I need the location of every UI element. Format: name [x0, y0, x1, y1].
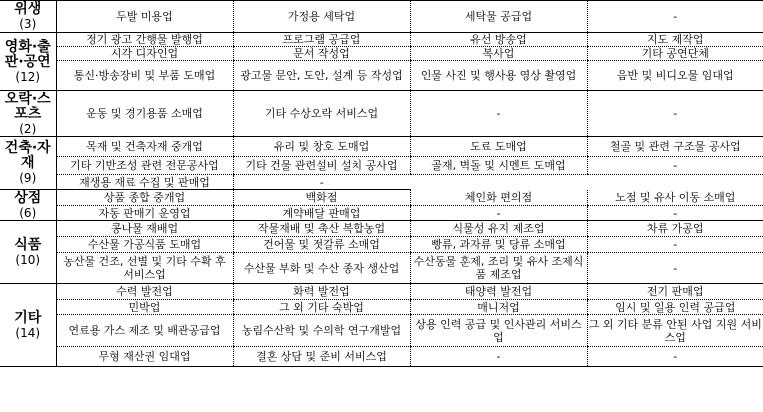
industry-cell: 세탁물 공급업 — [410, 1, 587, 33]
industry-cell: 시각 디자인업 — [56, 47, 233, 61]
industry-cell: 화력 발전업 — [233, 284, 410, 300]
industry-cell: 체인화 편의점 — [410, 190, 587, 206]
industry-cell: 차류 가공업 — [587, 221, 763, 237]
industry-cell: 그 외 기타 분류 안된 사업 지원 서비스업 — [587, 315, 763, 347]
category-cell — [0, 33, 56, 91]
table-row — [0, 206, 763, 221]
industry-cell: 그 외 기타 숙박업 — [233, 300, 410, 315]
industry-cell: 무형 재산권 임대업 — [56, 347, 233, 367]
category-name: 위생 — [14, 1, 42, 17]
category-cell — [0, 137, 56, 190]
category-cell — [0, 1, 56, 33]
industry-cell: 상품 종합 중개업 — [56, 190, 233, 206]
table-row — [0, 300, 763, 315]
table-row — [0, 190, 763, 206]
industry-cell: 태양력 발전업 — [410, 284, 587, 300]
category-cell — [0, 91, 56, 137]
industry-cell: 두발 미용업 — [56, 1, 233, 33]
industry-cell: 문서 작성업 — [233, 47, 410, 61]
industry-cell: 수산동물 훈제, 조리 및 유사 조제식품 제조업 — [410, 253, 587, 284]
industry-cell: 음반 및 비디오물 임대업 — [587, 61, 763, 91]
industry-cell: 상용 인력 공급 및 인사관리 서비스업 — [410, 315, 587, 347]
industry-cell: 콩나물 재배업 — [56, 221, 233, 237]
industry-cell: 기타 공연단체 — [587, 47, 763, 61]
industry-cell: 임시 및 일용 인력 공급업 — [587, 300, 763, 315]
industry-cell: 전기 판매업 — [587, 284, 763, 300]
industry-cell: 매니저업 — [410, 300, 587, 315]
industry-cell: 계약배달 판매업 — [233, 206, 410, 221]
industry-cell: 농림수산학 및 수의학 연구개발업 — [233, 315, 410, 347]
table-row — [0, 1, 763, 33]
table-row — [0, 91, 763, 137]
industry-cell: 작물재배 및 축산 복합농업 — [233, 221, 410, 237]
industry-cell: 광고물 문안, 도안, 설계 등 작성업 — [233, 61, 410, 91]
industry-cell: - — [587, 157, 763, 175]
category-count: (12) — [15, 69, 41, 84]
industry-cell: - — [587, 206, 763, 221]
category-count: (14) — [15, 325, 41, 340]
industry-cell: - — [587, 91, 763, 137]
industry-cell: 건어물 및 젓갈류 소매업 — [233, 237, 410, 253]
category-count: (9) — [19, 171, 37, 185]
table-row — [0, 33, 763, 47]
industry-cell: 민박업 — [56, 300, 233, 315]
category-cell — [0, 284, 56, 367]
industry-cell: 운동 및 경기용품 소매업 — [56, 91, 233, 137]
industry-cell: 유선 방송업 — [410, 33, 587, 47]
industry-cell: 백화점 — [233, 190, 410, 206]
industry-cell: 복사업 — [410, 47, 587, 61]
industry-cell: 기타 건물 관련설비 설치 공사업 — [233, 157, 410, 175]
industry-cell: 유리 및 창호 도매업 — [233, 137, 410, 157]
industry-cell: 인물 사진 및 행사용 영상 촬영업 — [410, 61, 587, 91]
industry-cell: 기타 기반조성 관련 전문공사업 — [56, 157, 233, 175]
industry-cell: 농산물 건조, 선별 및 기타 수확 후 서비스업 — [56, 253, 233, 284]
table-row — [0, 137, 763, 157]
industry-cell: 철골 및 관련 구조물 공사업 — [587, 137, 763, 157]
category-count: (6) — [19, 205, 37, 220]
industry-cell: 빵류, 과자류 및 당류 소매업 — [410, 237, 587, 253]
industry-cell: 결혼 상담 및 준비 서비스업 — [233, 347, 410, 367]
category-name: 건축·자재 — [4, 140, 51, 171]
table-row — [0, 221, 763, 237]
category-count: (3) — [19, 17, 37, 31]
industry-cell: 프로그램 공급업 — [233, 33, 410, 47]
industry-cell: 식물성 유지 제조업 — [410, 221, 587, 237]
industry-cell: 수력 발전업 — [56, 284, 233, 300]
category-name: 영화·출판·공연 — [4, 38, 51, 70]
industry-cell: 통신·방송장비 및 부품 도매업 — [56, 61, 233, 91]
table-row — [0, 347, 763, 367]
category-name: 식품 — [14, 236, 42, 253]
industry-cell: - — [410, 91, 587, 137]
table-row — [0, 61, 763, 91]
table-row — [0, 253, 763, 284]
industry-cell: 지도 제작업 — [587, 33, 763, 47]
table-row — [0, 175, 763, 190]
category-name: 상점 — [14, 189, 42, 206]
industry-cell: 정기 광고 간행물 발행업 — [56, 33, 233, 47]
industry-cell: - — [410, 206, 587, 221]
industry-cell: - — [587, 1, 763, 33]
category-name: 오락·스포츠 — [4, 90, 51, 122]
industry-cell: - — [410, 347, 587, 367]
category-name: 기타 — [14, 309, 42, 326]
industry-cell: 자동 판매기 운영업 — [56, 206, 233, 221]
industry-cell: 가정용 세탁업 — [233, 1, 410, 33]
industry-cell: 기타 수상오락 서비스업 — [233, 91, 410, 137]
industry-cell: - — [587, 253, 763, 284]
category-cell — [0, 190, 56, 221]
industry-cell: 목재 및 건축자재 중개업 — [56, 137, 233, 157]
industry-cell: 도료 도매업 — [410, 137, 587, 157]
industry-cell: 수산물 가공식품 도매업 — [56, 237, 233, 253]
table-row — [0, 237, 763, 253]
table-row — [0, 157, 763, 175]
industry-cell: 노점 및 유사 이동 소매업 — [587, 190, 763, 206]
category-count: (2) — [19, 121, 37, 136]
industry-cell: 재생용 재료 수집 및 판매업 — [56, 175, 233, 190]
table-row — [0, 284, 763, 300]
industry-cell: 수산물 부화 및 수산 종자 생산업 — [233, 253, 410, 284]
table-row — [0, 315, 763, 347]
category-count: (10) — [15, 252, 41, 267]
table-row — [0, 47, 763, 61]
industry-cell: - — [233, 175, 410, 190]
industry-cell: - — [587, 237, 763, 253]
industry-cell: 골재, 벽돌 및 시멘트 도매업 — [410, 157, 587, 175]
category-cell — [0, 221, 56, 284]
industry-cell: - — [587, 347, 763, 367]
industry-cell: 연료용 가스 제조 및 배관공급업 — [56, 315, 233, 347]
